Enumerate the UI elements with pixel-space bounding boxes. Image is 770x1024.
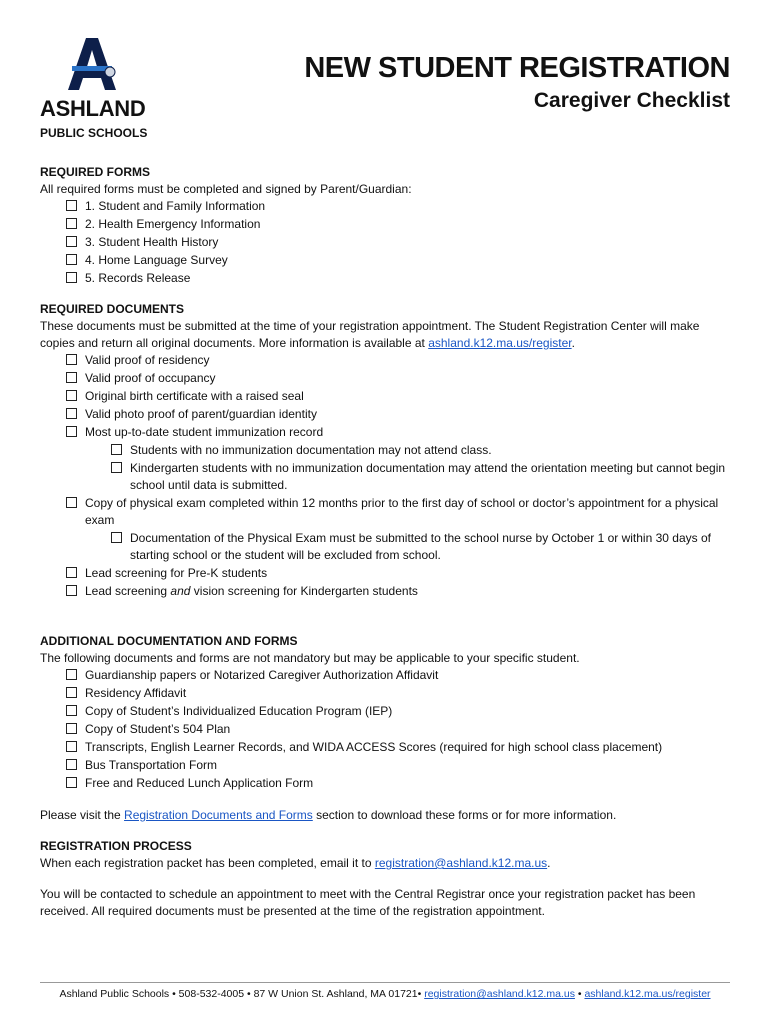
checklist-item-label: Students with no immunization documentation may not attend class. [130, 443, 492, 457]
checklist-item [40, 495, 732, 529]
checklist-item-label: Lead screening for Pre-K students [85, 566, 268, 580]
checklist-subitem [40, 530, 732, 564]
contact-paragraph: You will be contacted to schedule an appointment to meet with the Central Registrar once your registration packet has been received. All required documents must be presented at the time of the registration appointment. [40, 887, 696, 918]
checkbox[interactable] [66, 372, 77, 383]
visit-forms-text: Please visit the Registration Documents and Forms section to download these forms or for more information. [40, 808, 617, 822]
org-name: ASHLAND [40, 96, 146, 121]
checklist-item [40, 739, 732, 756]
page-title: NEW STUDENT REGISTRATION [304, 52, 730, 84]
checkbox[interactable] [66, 567, 77, 578]
checklist-item [40, 424, 732, 441]
footer: Ashland Public Schools • 508-532-4005 • 87 W Union St. Ashland, MA 01721• registration@ashland.k12.ma.us • ashland.k12.ma.us/register [59, 988, 711, 1000]
required-forms-list [40, 198, 732, 287]
required-forms-intro: All required forms must be completed and signed by Parent/Guardian: [40, 182, 412, 196]
checkbox[interactable] [66, 705, 77, 716]
checkbox[interactable] [66, 759, 77, 770]
checkbox[interactable] [111, 462, 122, 473]
checkbox[interactable] [111, 532, 122, 543]
checkbox[interactable] [66, 272, 77, 283]
checklist-item-label: Valid proof of residency [85, 353, 210, 367]
checkbox[interactable] [66, 585, 77, 596]
checklist-item-label: Guardianship papers or Notarized Caregiver Authorization Affidavit [85, 668, 439, 682]
checklist-item-label: Documentation of the Physical Exam must be submitted to the school nurse by October 1 or within 30 days of starting school or the student will be excluded from school. [130, 531, 711, 562]
checkbox[interactable] [66, 218, 77, 229]
checklist-item [40, 775, 732, 792]
checklist-item [40, 234, 732, 251]
checklist-item-label: 5. Records Release [85, 271, 191, 285]
checklist-item [40, 667, 732, 684]
checklist-item-label: 2. Health Emergency Information [85, 217, 261, 231]
required-documents-intro: These documents must be submitted at the time of your registration appointment. The Student Registration Center will make copies and return all original documents. More information is available at ashland.k12.ma.us/register. [40, 319, 700, 350]
checklist-item-label: Valid proof of occupancy [85, 371, 216, 385]
checkbox[interactable] [66, 777, 77, 788]
checkbox[interactable] [66, 236, 77, 247]
checkbox[interactable] [66, 354, 77, 365]
checkbox[interactable] [66, 741, 77, 752]
org-subtitle: PUBLIC SCHOOLS [40, 126, 148, 140]
page-subtitle: Caregiver Checklist [533, 89, 730, 112]
checkbox[interactable] [66, 426, 77, 437]
checklist-item [40, 198, 732, 215]
checklist-item [40, 685, 732, 702]
additional-list [40, 667, 732, 792]
checkbox[interactable] [66, 497, 77, 508]
checklist-item [40, 703, 732, 720]
checklist-item-label: Most up-to-date student immunization record [85, 425, 324, 439]
checklist-item-label: 1. Student and Family Information [85, 199, 266, 213]
checklist-item-label: Copy of Student’s 504 Plan [85, 722, 231, 736]
checklist-item-label: Valid photo proof of parent/guardian identity [85, 407, 317, 421]
registration-forms-link[interactable]: Registration Documents and Forms [124, 808, 313, 822]
checklist-subitem [40, 442, 732, 459]
checklist-item [40, 565, 732, 582]
ashland-logo-icon [64, 36, 120, 92]
register-link[interactable]: ashland.k12.ma.us/register [428, 336, 572, 350]
checkbox[interactable] [66, 669, 77, 680]
checkbox[interactable] [66, 254, 77, 265]
checklist-item-label: Free and Reduced Lunch Application Form [85, 776, 314, 790]
checklist-item [40, 388, 732, 405]
required-forms-heading: REQUIRED FORMS [40, 165, 151, 179]
footer-email-link[interactable]: registration@ashland.k12.ma.us [424, 988, 575, 1000]
checklist-item-label: Transcripts, English Learner Records, and WIDA ACCESS Scores (required for high school class placement) [85, 740, 663, 754]
checklist-item [40, 252, 732, 269]
checklist-item-label: 3. Student Health History [85, 235, 219, 249]
checkbox[interactable] [66, 687, 77, 698]
checklist-item [40, 721, 732, 738]
registration-process-heading: REGISTRATION PROCESS [40, 839, 192, 853]
checklist-item [40, 370, 732, 387]
checkbox[interactable] [66, 200, 77, 211]
email-instructions: When each registration packet has been completed, email it to registration@ashland.k12.ma.us. [40, 856, 551, 870]
registration-email-link[interactable]: registration@ashland.k12.ma.us [374, 856, 548, 870]
footer-divider [40, 982, 730, 983]
checkbox[interactable] [66, 723, 77, 734]
checkbox[interactable] [66, 408, 77, 419]
checklist-item-label: Bus Transportation Form [85, 758, 218, 772]
required-documents-list [40, 352, 732, 600]
checklist-item-label: 4. Home Language Survey [85, 253, 228, 267]
required-documents-heading: REQUIRED DOCUMENTS [40, 302, 185, 316]
checklist-item-label: Kindergarten students with no immunization documentation may attend the orientation meeting but cannot begin school until data is submitted. [130, 461, 726, 492]
checklist-subitem [40, 460, 732, 494]
checklist-item [40, 352, 732, 369]
checklist-item [40, 406, 732, 423]
checklist-item-label: Copy of physical exam completed within 12 months prior to the first day of school or doctor’s appointment for a physical exam [85, 496, 719, 527]
checkbox[interactable] [66, 390, 77, 401]
checklist-item [40, 583, 732, 600]
footer-register-link[interactable]: ashland.k12.ma.us/register [584, 988, 711, 1000]
checklist-item-label: Copy of Student’s Individualized Education Program (IEP) [85, 704, 393, 718]
checklist-content [40, 164, 732, 920]
additional-intro: The following documents and forms are not mandatory but may be applicable to your specific student. [40, 651, 580, 665]
checklist-item-label: Original birth certificate with a raised seal [85, 389, 304, 403]
checklist-item-label: Residency Affidavit [85, 686, 187, 700]
checkbox[interactable] [111, 444, 122, 455]
checklist-item [40, 216, 732, 233]
additional-heading: ADDITIONAL DOCUMENTATION AND FORMS [40, 634, 298, 648]
checklist-item [40, 757, 732, 774]
checklist-item-label: Lead screening and vision screening for Kindergarten students [85, 584, 418, 598]
checklist-item [40, 270, 732, 287]
